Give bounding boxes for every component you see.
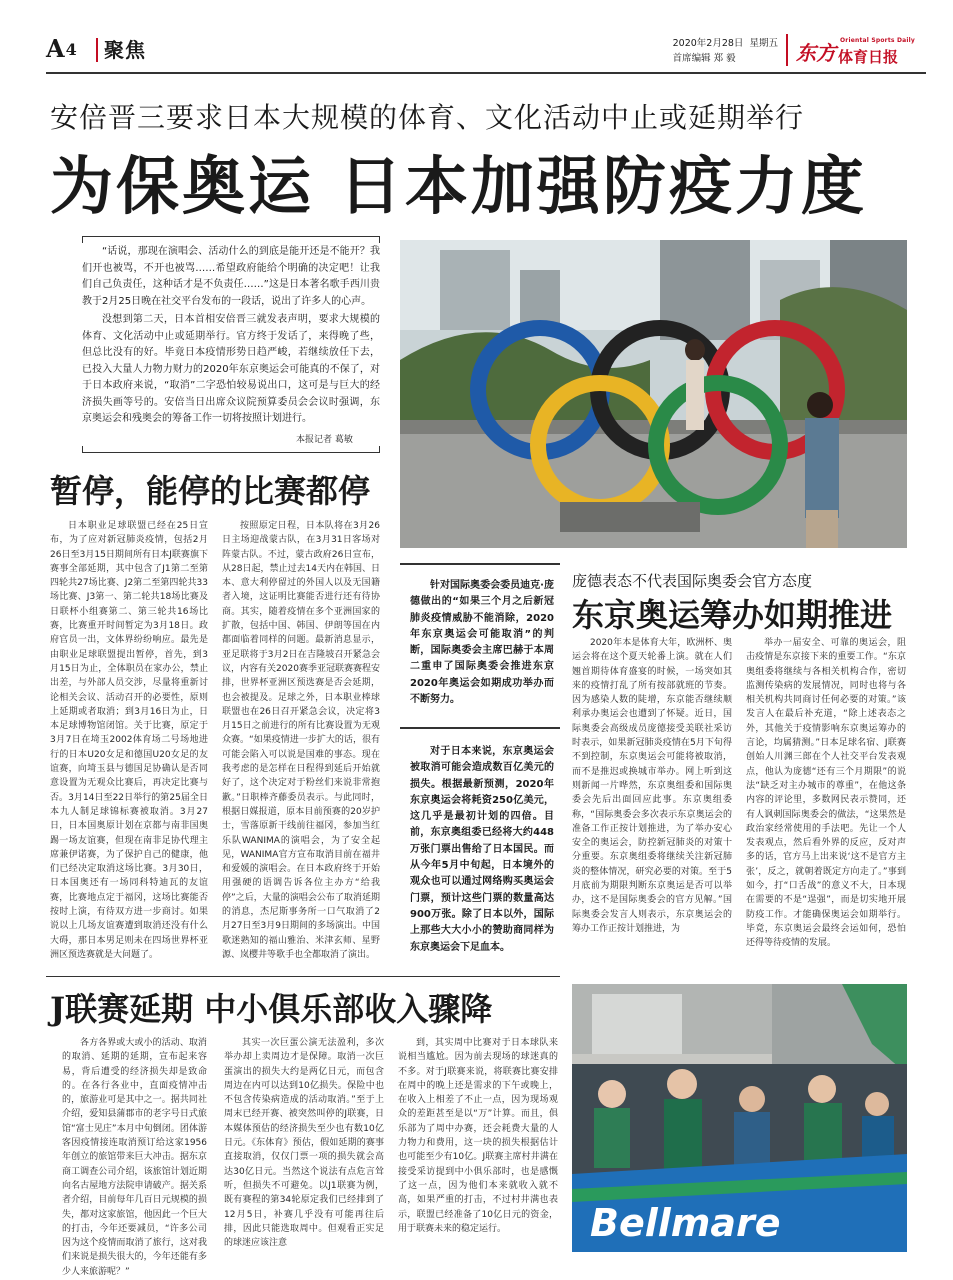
intro-bracket-bottom bbox=[82, 446, 380, 453]
header-divider bbox=[96, 38, 98, 62]
section-label: 聚焦 bbox=[104, 38, 146, 62]
section3-column-1-text: 各方各界或大或小的活动、取消的取消、延期的延期，宣布起来容易，背后遭受的经济损失却是致命的。在各行各业中，直面疫情冲击的，旅游业可是其中之一。据共同社介绍，爱知县蒲郡市的老字号日式旅馆“富士见庄”本月中旬倒闭。团体游客因疫情接连取消预订给这家1956年创立的旅馆带来巨大冲击。据东京商工调查公司介绍，该旅馆计划近期向名古屋地方法院申请破产。据关系者介绍，目前每年几百日元规模的损失，都对这家旅馆，他因此一个巨大的打击，今年还要减员，“许多公司因为这个疫情而取消了旅行，这对我们来说是损失很大的，今年还能有多少人来旅游呢？” bbox=[62, 1038, 207, 1277]
issue-weekday: 星期五 bbox=[749, 38, 778, 49]
headline-title: 为保奥运 日本加强防疫力度 bbox=[50, 149, 867, 223]
headline-subtitle: 安倍晋三要求日本大规模的体育、文化活动中止或延期举行 bbox=[50, 101, 805, 134]
section3-column-2 bbox=[224, 1036, 384, 1258]
section3-column-3 bbox=[398, 1036, 558, 1258]
photo-supporters bbox=[572, 984, 907, 1252]
pull-quote-1 bbox=[410, 578, 554, 708]
intro-paragraph: “话说，那现在演唱会、活动什么的到底是能开还是不能开？我们开也被骂，不开也被骂……希望政府能给个明确的决定吧！让我们自己负责任，这种话才是不负责任……”这是日本著名歌手西川贵教于2月25日晚在社交平台发布的一段话，说出了许多人的心声。 bbox=[82, 246, 380, 307]
intro-paragraph: 没想到第二天，日本首相安倍晋三就发表声明，要求大规模的体育、文化活动中止或延期举行。官方终于发话了，来得晚了些，但总比没有的好。毕竟日本疫情形势日趋严峻，若继续放任下去，已投入大量人力物力财力的2020年东京奥运会可能真的不保了，对于日本政府来说，“取消”二字恐怕较易说出口，这可是与巨大的经济损失画等号的。安倍当日出席众议院预算委员会会议时强调，东京奥运会和残奥会的筹备工作一切将按照计划进行。 bbox=[82, 314, 380, 424]
section3-column-3-text: 到，其实周中比赛对于日本球队来说相当尴尬。因为前去现场的球迷真的不多。对于J联赛来说，将联赛比赛安排在周中的晚上还是需求的下午或晚上，在收入上相差了不止一点，因为现场观众的差距甚至是以“万”计算。而且，俱乐部为了周中办赛，还会耗费大量的人力物力和费用，这一块的损失根据估计也可能至少有10亿。J联赛主席村井满在接受采访提到中小俱乐部时，也是感慨了这一点，因为他们本来就收入就不高，如果严重的打击，不过村井满也表示，联盟已经准备了10亿日元的资金，用于联赛未来的稳定运行。 bbox=[398, 1038, 558, 1234]
issue-editor: 首席编辑 郑 毅 bbox=[672, 53, 736, 64]
byline: 本报记者 葛敏 bbox=[296, 435, 353, 445]
page-number-digit: 4 bbox=[65, 40, 77, 59]
pull-quote-2 bbox=[410, 744, 554, 956]
quote-rule bbox=[400, 563, 560, 565]
photo-olympic-rings bbox=[400, 240, 907, 548]
issue-info bbox=[673, 36, 778, 66]
section3-heading: J联赛延期 中小俱乐部收入骤降 bbox=[50, 990, 493, 1028]
page-number bbox=[46, 34, 77, 63]
issue-date: 2020年2月28日 bbox=[672, 38, 744, 49]
section1-column-1-text: 日本职业足球联盟已经在25日宣布，为了应对新冠肺炎疫情，包括2月26日至3月15日期间所有日本J联赛旗下赛事全部延期，其中包含了J1第二至第四轮共27场比赛、J2第二至第四轮共33场比赛、J3第一、第二轮共18场比赛及日联杯小组赛第二、第三轮共16场比赛，比赛重开时间暂定为3月18日。政府官员一出，文体界纷纷响应。最先是由职业足球联盟提出暂停，首先，到3月15日为止，全体职员在家办公，禁止出差，与外部人员交涉，尽量将重新讨论相关会议、活动召开的必要性，原则上延期或者取消；到3月16日为止，日本足球博物馆闭馆。关于比赛，原定于3月7日在埼玉2002体育场二号场地进行的日本U20女足和德国U20女足的友谊赛，向埼玉县与德国足协确认是否同意设置为无观众比赛后，再决定比赛与否。3月14日至22日举行的第25届全日本九人制足球锦标赛被取消。3月27日，日本国奥原计划在京都与南非国奥踢一场友谊赛，但现在南非足协代理主席兼伊诺赛，为了保护自己的健康，他们已经决定取消这场比赛。3月30日，日本国奥还有一场同科特迪瓦的友谊赛，比赛地点定于福冈，这场比赛能否按时上演，有待双方进一步商讨。如果说以上几场友谊赛遭到取消还没有什么大碍，那日本男足则未在四场世界杯亚洲区预选赛就是大问题了。 bbox=[50, 521, 208, 960]
header-rule bbox=[46, 72, 926, 74]
page-letter: A bbox=[46, 34, 65, 63]
section3-top-rule bbox=[46, 976, 560, 977]
section1-column-2-text: 按照原定日程，日本队将在3月26日主场迎战蒙古队，在3月31日客场对阵蒙古队。不过，蒙古政府26日宣布，从28日起，禁止过去14天内在韩国、日本、意大利停留过的外国人以及无国籍者入境，这证明比赛能否进行还有待协商。其实，随着疫情在多个亚洲国家的扩散，包括中国、韩国、伊朗等国在内都面临着同样的问题。最新消息显示，亚足联将于3月2日在吉隆坡召开紧急会议，内容有关2020赛季亚冠联赛赛程安排，世界杯亚洲区预选赛是否会延期，也会被提及。足球之外，日本职业棒球联盟也在26日召开紧急会议，决定将3月15日之前进行的所有比赛设置为无观众赛。“如果疫情进一步扩大的话，很有可能会陷入可以说是国难的事态。现在我考虑的是怎样在日程得到延后开始就好了，这个决定对于粉丝们来说非常抱歉。”日职棒齐藤委员表示。与此同时，根据日媒报道，原本目前预赛的20岁护士，雪落原新干线前往福冈，参加当红乐队WANIMA的演唱会，为了安全起见，WANIMA官方宣布取消目前在福井和爱媛的演唱会。在日本政府终于开始用强硬的语调告诉各位主办方“给我停”之后，大量的演唱会公布了取消延期的消息，杰尼斯事务所一口气取消了2月27日至3月9日期间的多场演出。中国歌迷熟知的福山雅治、米津玄师、星野源、岚樱井等歌手也全都取消了演出。 bbox=[222, 521, 380, 960]
intro-text bbox=[82, 244, 380, 430]
section2-column-2-text: 举办一届安全、可靠的奥运会，阻击疫情是东京接下来的重要工作。“东京奥组委将继续与各相关机构合作，密切监测传染病的发展情况，同时也将与各相关机构共同商讨任何必要的对策。”该发言人在最后补充道，“除上述表态之外，其他关于疫情影响东京奥运筹办的言论，均属猜测。”日本足球名宿、J联赛创始人川渊三郎在个人社交平台发表观点，他认为庞德“还有三个月期限”的说法“缺乏对主办城市的尊重”，在他这条内容的评论里，多数网民表示赞同，还有人讽刺国际奥委会的做法，“这果然是政治家经常使用的手法吧。先让一个人发表观点，然后看外界的反应，反对声多的话，官方马上出来说‘这不是官方主张’，反之，就朝着既定方向走了。”事到如今，打“口舌战”的意义不大，日本现在需要的不是“逞强”，而是切实地开展防疫工作。才能确保奥运会如期举行。毕竟，东京奥运会最终会运如何，恐怕还得等待疫情的发展。 bbox=[746, 638, 906, 949]
section2-kicker: 庞德表态不代表国际奥委会官方态度 bbox=[572, 572, 813, 590]
page-header bbox=[46, 30, 926, 70]
logo-main: 东方 bbox=[796, 41, 836, 65]
quote-rule bbox=[400, 727, 560, 729]
newspaper-logo bbox=[786, 34, 926, 66]
intro-bracket-top bbox=[82, 236, 380, 243]
section3-column-1 bbox=[62, 1036, 207, 1277]
section2-column-1-text: 2020年本是体育大年，欧洲杯、奥运会将在这个夏天轮番上演。就在人们翘首期待体育盛宴的时候，一场突如其来的疫情打乱了所有按部就班的节奏。因为感染人数的陡增，东京能否继续顺利承办奥运会也遭到了怀疑。近日，国际奥委会高级成员庞德接受美联社采访时表示，如果新冠肺炎疫情在5月下旬得不到控制，东京奥运会可能将被取消，而不是推迟或换城市举办。网上听到这则新闻一片哗然，东京奥组委和国际奥委会先后出面回应此事。东京奥组委称，“国际奥委会多次表示东京奥运会的准备工作正按计划推进，为了举办安心安全的奥运会，防控新冠肺炎的对策十分重要。东京奥组委将继续关注新冠肺炎的整体情况，研究必要的对策。至于5月底前为期限判断东京奥运是否可以举办，这不是国际奥委会的官方见解。”国际奥委会发言人则表示，东京奥运会的筹办工作正按计划推进，为 bbox=[572, 638, 732, 934]
pull-quote-2-text: 对于日本来说，东京奥运会被取消可能会造成数百亿美元的损失。根据最新预测，2020年东京奥运会将耗资250亿美元，这几乎是最初计划的四倍。目前，东京奥组委已经将大约448万张门票出售给了日本国民。而从今年5月中旬起，日本境外的观众也可以通过网络购买奥运会门票，预计这些门票的数量高达900万张。除了日本以外，国际上那些大大小小的赞助商同样为东京奥运会下足血本。 bbox=[410, 746, 554, 953]
logo-sub: 体育日报 bbox=[838, 48, 899, 66]
banner-text: Bellmare bbox=[590, 1201, 781, 1245]
section3-column-2-text: 其实一次巨蛋公演无法盈利，多次举办却上卖周边才是保障。取消一次巨蛋演出的损失大约是两亿日元，而包含周边在内可以达到10亿损失。保险中也不包含传染病造成的活动取消。”至于上周末已经开赛、被突然叫停的J联赛，日本媒体预估的经济损失至少也有数10亿日元。《东体育》预估，假如延期的赛事直接取消，仅仅门票一项的损失就会高达30亿日元。当然这个说法有点危言耸听，但损失不可避免。以J1联赛为例，既有赛程的第34轮原定我们已经排到了12月5日，补赛几乎没有可能再往后排，因此只能选取周中。但观看正实足的球迷应该注意 bbox=[224, 1038, 384, 1249]
logo-english: Oriental Sports Daily bbox=[840, 37, 915, 44]
section2-heading: 东京奥运筹办如期推进 bbox=[572, 596, 893, 634]
pull-quote-1-text: 针对国际奥委会委员迪克·庞德做出的“如果三个月之后新冠肺炎疫情威胁不能消除，2020年东京奥运会可能取消”的判断，国际奥委会主席巴赫于本周二重申了国际奥委会推进东京2020年奥运会如期成功举办而不断努力。 bbox=[410, 580, 554, 706]
section1-heading: 暂停，能停的比赛都停 bbox=[50, 472, 371, 510]
